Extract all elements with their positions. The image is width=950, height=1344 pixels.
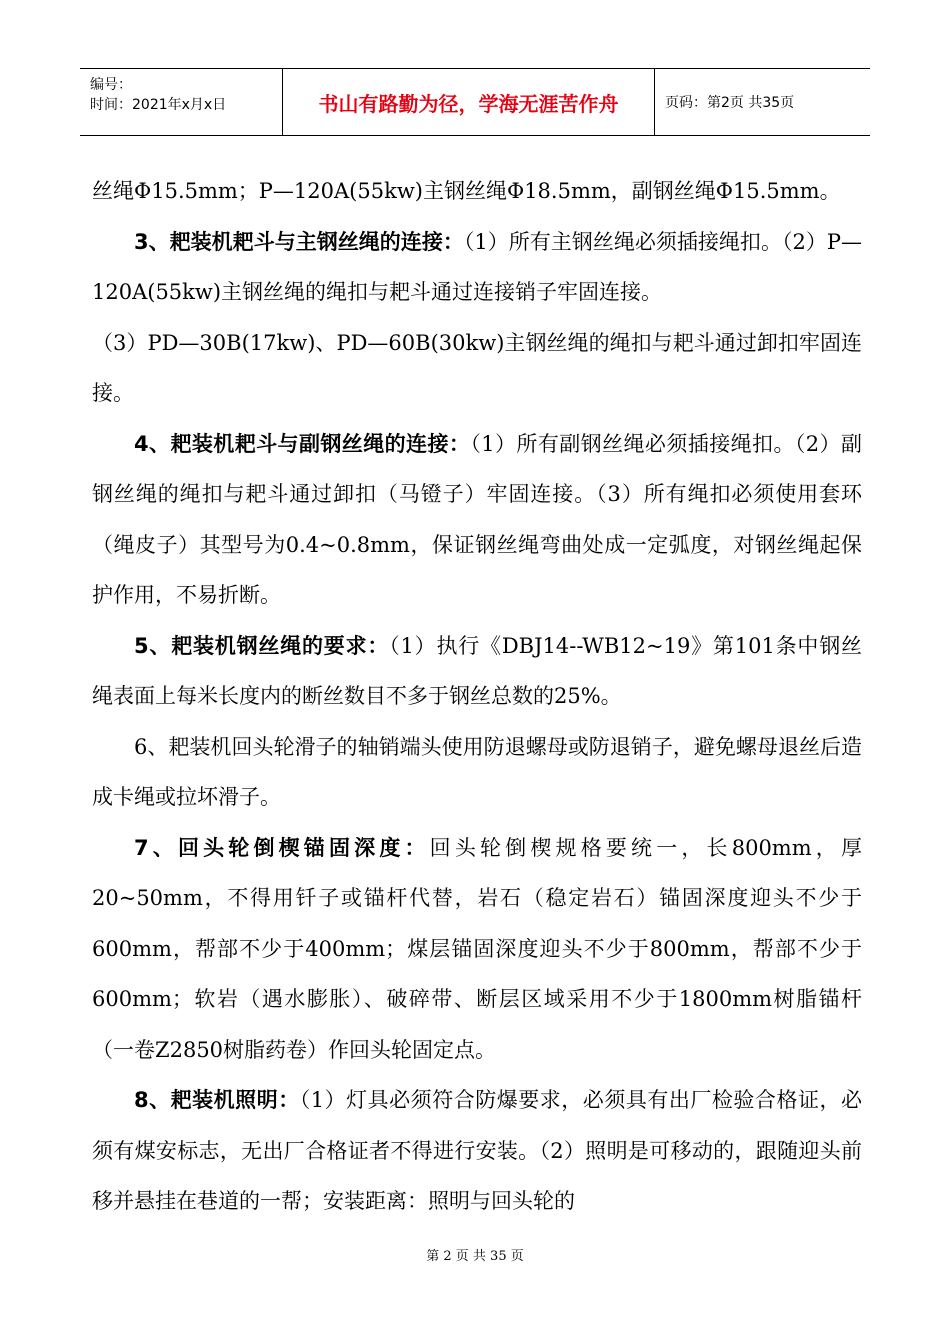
page-header — [80, 68, 870, 136]
section-heading: 7、回头轮倒楔锚固深度： — [134, 835, 430, 860]
paragraph-4: 5、耙装机钢丝绳的要求：（1）执行《DBJ14--WB12~19》第101条中钢丝绳表面上每米长度内的断丝数目不多于钢丝总数的25%。 — [92, 633, 862, 708]
section-heading: 8、耙装机照明： — [134, 1088, 300, 1112]
paragraph-6: 7、回头轮倒楔锚固深度：回头轮倒楔规格要统一，长800mm，厚20~50mm，不得用钎子或锚杆代替，岩石（稳定岩石）锚固深度迎头不少于600mm，帮部不少于400mm；煤层锚固深度迎头不少于800mm，帮部不少于600mm；软岩（遇水膨胀）、破碎带、断层区域采用不少于1800mm树脂锚杆（一卷Z2850树脂药卷）作回头轮固定点。 — [92, 835, 862, 1062]
section-heading: 3、耙装机耙斗与主钢丝绳的连接： — [134, 229, 464, 254]
header-meta — [80, 69, 283, 135]
paragraph-1: 3、耙装机耙斗与主钢丝绳的连接：（1）所有主钢丝绳必须插接绳扣。（2）P—120A(55kw)主钢丝绳的绳扣与耙斗通过连接销子牢固连接。 — [92, 229, 862, 304]
paragraph-5: 6、耙装机回头轮滑子的轴销端头使用防退螺母或防退销子，避免螺母退丝后造成卡绳或拉坏滑子。 — [92, 734, 862, 809]
time-label: 时间：2021年x月x日 — [90, 97, 227, 113]
header-page-info: 页码：第2页 共35页 — [665, 95, 795, 111]
page-footer: 第 2 页 共 35 页 — [426, 1249, 524, 1264]
section-heading: 4、耙装机耙斗与副钢丝绳的连接： — [134, 431, 471, 456]
paragraph-3: 4、耙装机耙斗与副钢丝绳的连接：（1）所有副钢丝绳必须插接绳扣。（2）副钢丝绳的绳扣与耙斗通过卸扣（马镫子）牢固连接。（3）所有绳扣必须使用套环（绳皮子）其型号为0.4~0.8mm，保证钢丝绳弯曲处成一定弧度，对钢丝绳起保护作用，不易折断。 — [92, 431, 862, 607]
paragraph-2: （3）PD—30B(17kw)、PD—60B(30kw)主钢丝绳的绳扣与耙斗通过卸扣牢固连接。 — [92, 330, 862, 405]
paragraph-0: 丝绳Φ15.5mm；P—120A(55kw)主钢丝绳Φ18.5mm，副钢丝绳Φ15.5mm。 — [92, 179, 841, 203]
number-label: 编号： — [90, 77, 132, 93]
document-body — [92, 166, 862, 1227]
section-heading: 5、耙装机钢丝绳的要求： — [134, 633, 390, 658]
header-motto: 书山有路勤为径，学海无涯苦作舟 — [283, 69, 655, 135]
paragraph-7: 8、耙装机照明：（1）灯具必须符合防爆要求，必须具有出厂检验合格证，必须有煤安标志，无出厂合格证者不得进行安装。（2）照明是可移动的，跟随迎头前移并悬挂在巷道的一帮；安装距离：照明与回头轮的 — [92, 1088, 862, 1213]
